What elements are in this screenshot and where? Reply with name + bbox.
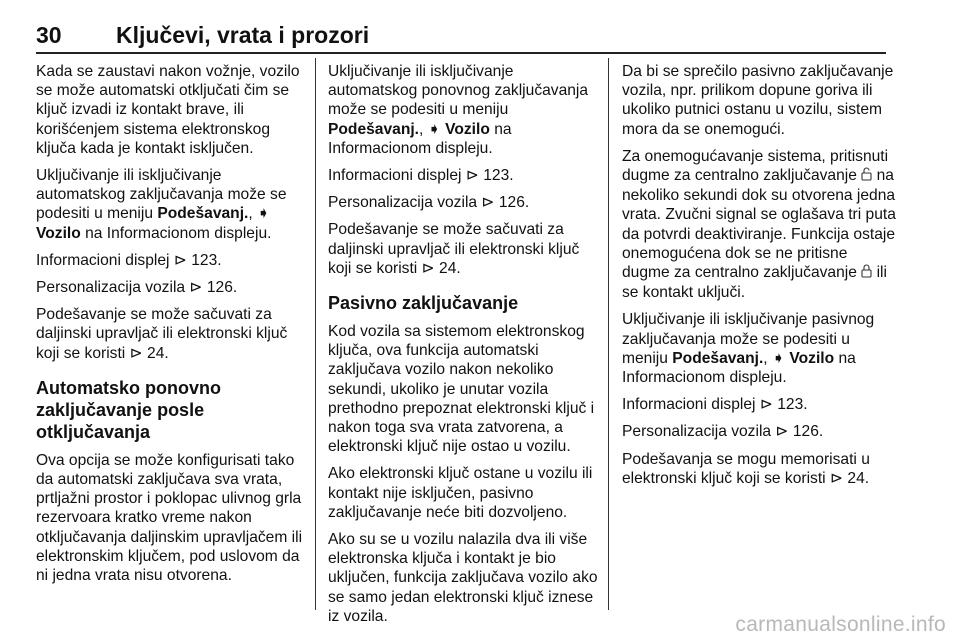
paragraph: Ako elektronski ključ ostane u vozilu ili kontakt nije isključen, pasivno zaključavanje neće biti dozvoljeno. bbox=[328, 465, 593, 521]
page-ref-arrow-icon: ⊳ bbox=[173, 251, 187, 269]
page-ref-arrow-icon: ⊳ bbox=[421, 259, 435, 277]
paragraph: Podešavanja se mogu memorisati u elektronski ključ koji se koristi ⊳ 24. bbox=[622, 450, 870, 487]
page-ref-arrow-icon: ⊳ bbox=[189, 279, 203, 297]
paragraph: Podešavanje se može sačuvati za daljinski upravljač ili elektronski ključ koji se koristi ⊳ 24. bbox=[328, 221, 580, 277]
paragraph: Uključivanje ili isključivanje pasivnog zaključavanja može se podesiti u meniju Podešavanj., ➧ Vozilo na Informacionom displeju. bbox=[622, 311, 875, 387]
page-ref-arrow-icon: ⊳ bbox=[465, 167, 479, 185]
page-ref-link[interactable]: 123. bbox=[191, 251, 222, 269]
page-ref-link[interactable]: 123. bbox=[483, 167, 514, 185]
lock-icon bbox=[861, 264, 872, 283]
paragraph: Ako su se u vozilu nalazila dva ili više elektronska ključa i kontakt je bio uključen, funkcija zaključava vozilo ako se samo jedan elektronski ključ iznese iz vozila. bbox=[328, 531, 598, 625]
section-heading: Pasivno zaključavanje bbox=[328, 293, 519, 314]
submenu-caret-icon: ➧ bbox=[257, 205, 271, 223]
page-number: 30 bbox=[36, 22, 62, 48]
menu-settings: Podešavanj. bbox=[157, 205, 249, 223]
paragraph: Kada se zaustavi nakon vožnje, vozilo se može automatski otključati čim se ključ izvadi iz kontakt brave, ili korišćenjem sistema elektronskog ključa kada je kontakt isključen. bbox=[36, 63, 300, 157]
menu-vehicle: Vozilo bbox=[789, 349, 835, 367]
menu-settings: Podešavanj. bbox=[328, 120, 420, 138]
page-ref-link[interactable]: 126. bbox=[206, 279, 238, 297]
header-rule bbox=[36, 52, 886, 54]
column-divider-2 bbox=[608, 58, 609, 610]
cross-reference: Personalizacija vozila ⊳ 126. bbox=[328, 194, 530, 212]
page-ref-arrow-icon: ⊳ bbox=[129, 344, 143, 362]
page-ref-link[interactable]: 24. bbox=[147, 344, 169, 362]
page-ref-arrow-icon: ⊳ bbox=[829, 469, 844, 487]
section-heading: Automatsko ponovno zaključavanje posle otključavanja bbox=[36, 377, 221, 442]
paragraph: Uključivanje ili isključivanje automatskog zaključavanja može se podesiti u meniju Podešavanj., ➧ Vozilo na Informacionom displeju. bbox=[36, 167, 287, 242]
column-1 bbox=[36, 62, 304, 593]
watermark: carmanualsonline.info bbox=[735, 613, 946, 636]
cross-reference: Personalizacija vozila ⊳ 126. bbox=[622, 423, 824, 441]
menu-settings: Podešavanj. bbox=[672, 349, 764, 367]
column-3 bbox=[622, 62, 896, 496]
cross-reference: Informacioni displej ⊳ 123. bbox=[36, 251, 222, 269]
page-ref-arrow-icon: ⊳ bbox=[759, 396, 773, 414]
cross-reference: Informacioni displej ⊳ 123. bbox=[328, 167, 514, 185]
cross-reference: Informacioni displej ⊳ 123. bbox=[622, 396, 808, 414]
paragraph: Ova opcija se može konfigurisati tako da automatski zaključava sva vrata, prtljažni prostor i poklopac ulivnog grla rezervoara kratko vreme nakon otključavanja daljinskim upravljačem ili elektronskim ključem, pod uslovom da ni jedna vrata nisu otvorena. bbox=[36, 451, 303, 585]
page-ref-arrow-icon: ⊳ bbox=[775, 423, 789, 441]
paragraph: Da bi se sprečilo pasivno zaključavanje vozila, npr. prilikom dopune goriva ili ukoliko putnici ostanu u vozilu, sistem mora da se onemogući. bbox=[622, 63, 894, 138]
page-ref-arrow-icon: ⊳ bbox=[481, 194, 495, 212]
paragraph: Za onemogućavanje sistema, pritisnuti dugme za centralno zaključavanje na nekoliko sekundi dok su otvorena jedna vrata. Zvučni signal se oglašava tri puta da potvrdi deaktiviranje. Funkcija ostaje onemogućena dok se ne pritisne dugme za centralno zaključavanje ili se kontakt uključi. bbox=[622, 147, 896, 302]
page-ref-link[interactable]: 123. bbox=[777, 396, 808, 414]
cross-reference: Personalizacija vozila ⊳ 126. bbox=[36, 279, 238, 297]
page-header bbox=[36, 22, 886, 56]
submenu-caret-icon: ➧ bbox=[427, 120, 441, 138]
column-2 bbox=[328, 62, 598, 634]
page-ref-link[interactable]: 24. bbox=[439, 259, 461, 277]
unlock-icon bbox=[861, 167, 872, 186]
paragraph: Uključivanje ili isključivanje automatskog ponovnog zaključavanja može se podesiti u meniju Podešavanj., ➧ Vozilo na Informacionom displeju. bbox=[328, 63, 589, 157]
paragraph: Podešavanje se može sačuvati za daljinski upravljač ili elektronski ključ koji se koristi ⊳ 24. bbox=[36, 306, 288, 362]
column-divider-1 bbox=[315, 58, 316, 610]
page-ref-link[interactable]: 126. bbox=[498, 194, 530, 212]
menu-vehicle: Vozilo bbox=[445, 120, 490, 138]
submenu-caret-icon: ➧ bbox=[771, 349, 786, 367]
page-title: Ključevi, vrata i prozori bbox=[116, 22, 370, 48]
paragraph: Kod vozila sa sistemom elektronskog ključa, ova funkcija automatski zaključava vozilo nakon nekoliko sekundi, ukoliko je unutar vozila prethodno prepoznat elektronski ključ i nakon toga sva vrata zatvorena, a elektronski ključ nije ostao u vozilu. bbox=[328, 323, 595, 456]
page-ref-link[interactable]: 126. bbox=[792, 423, 824, 441]
page-ref-link[interactable]: 24. bbox=[847, 469, 870, 487]
menu-vehicle: Vozilo bbox=[36, 224, 81, 242]
